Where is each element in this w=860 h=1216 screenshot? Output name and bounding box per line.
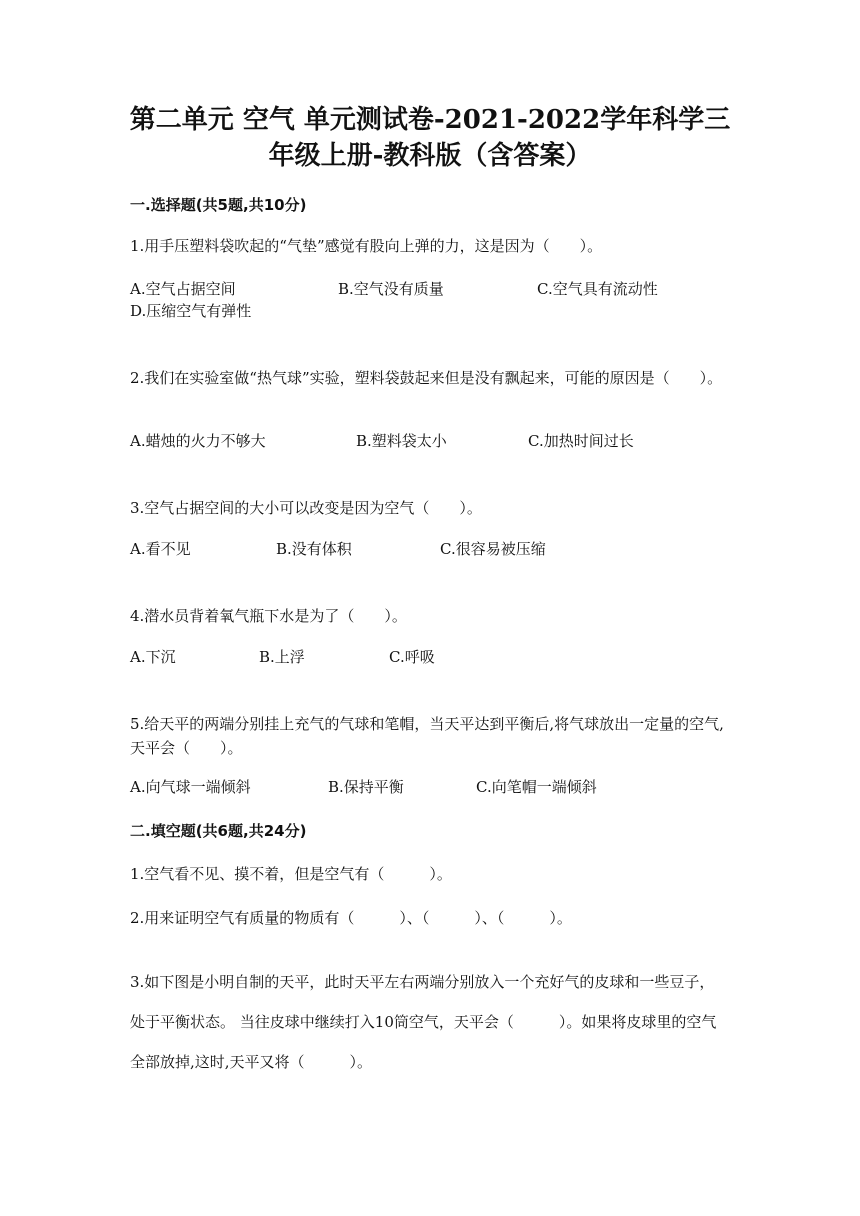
q3-option-a: A.看不见 bbox=[130, 540, 191, 558]
title-line-1: 第二单元 空气 单元测试卷-2021-2022学年科学三 bbox=[129, 105, 731, 135]
q5-option-a: A.向气球一端倾斜 bbox=[130, 778, 251, 796]
question-3-options bbox=[130, 538, 730, 562]
q3-option-b: B.没有体积 bbox=[276, 540, 352, 558]
q5-option-b: B.保持平衡 bbox=[328, 778, 404, 796]
title-line-2: 年级上册-教科版（含答案） bbox=[268, 141, 592, 171]
question-3-text: 3.空气占据空间的大小可以改变是因为空气（ ）。 bbox=[130, 499, 482, 517]
question-1-options bbox=[130, 278, 730, 324]
fill-question-3: 3.如下图是小明自制的天平，此时天平左右两端分别放入一个充好气的皮球和一些豆子，处于平衡状态。 当往皮球中继续打入10筒空气，天平会（ ）。如果将皮球里的空气全部放掉,这时,天平又将（ ）。 bbox=[130, 973, 717, 1071]
q1-option-b: B.空气没有质量 bbox=[338, 280, 444, 298]
q2-option-b: B.塑料袋太小 bbox=[356, 432, 447, 450]
q4-option-c: C.呼吸 bbox=[389, 648, 435, 666]
question-5-text: 5.给天平的两端分别挂上充气的气球和笔帽，当天平达到平衡后,将气球放出一定量的空气,天平会（ ）。 bbox=[130, 715, 724, 757]
q1-option-c: C.空气具有流动性 bbox=[537, 280, 658, 298]
q2-option-a: A.蜡烛的火力不够大 bbox=[130, 432, 266, 450]
q1-option-d: D.压缩空气有弹性 bbox=[130, 302, 252, 320]
question-4-options bbox=[130, 646, 730, 670]
question-5-options bbox=[130, 776, 730, 800]
question-2-options bbox=[130, 430, 730, 454]
q3-option-c: C.很容易被压缩 bbox=[440, 540, 546, 558]
page-title bbox=[60, 102, 800, 174]
section-heading-fill-in: 二.填空题(共6题,共24分) bbox=[130, 822, 307, 840]
question-2-text: 2.我们在实验室做“热气球”实验，塑料袋鼓起来但是没有飘起来，可能的原因是（ ）。 bbox=[130, 369, 723, 387]
q2-option-c: C.加热时间过长 bbox=[528, 432, 634, 450]
fill-question-1: 1.空气看不见、摸不着，但是空气有（ ）。 bbox=[130, 865, 452, 883]
fill-question-2: 2.用来证明空气有质量的物质有（ ）、（ ）、（ ）。 bbox=[130, 909, 572, 927]
q4-option-b: B.上浮 bbox=[259, 648, 305, 666]
question-4-text: 4.潜水员背着氧气瓶下水是为了（ ）。 bbox=[130, 607, 407, 625]
q1-option-a: A.空气占据空间 bbox=[130, 280, 236, 298]
section-heading-choice: 一.选择题(共5题,共10分) bbox=[130, 196, 307, 214]
question-1-text: 1.用手压塑料袋吹起的“气垫”感觉有股向上弹的力，这是因为（ ）。 bbox=[130, 237, 603, 255]
q4-option-a: A.下沉 bbox=[130, 648, 176, 666]
q5-option-c: C.向笔帽一端倾斜 bbox=[476, 778, 597, 796]
